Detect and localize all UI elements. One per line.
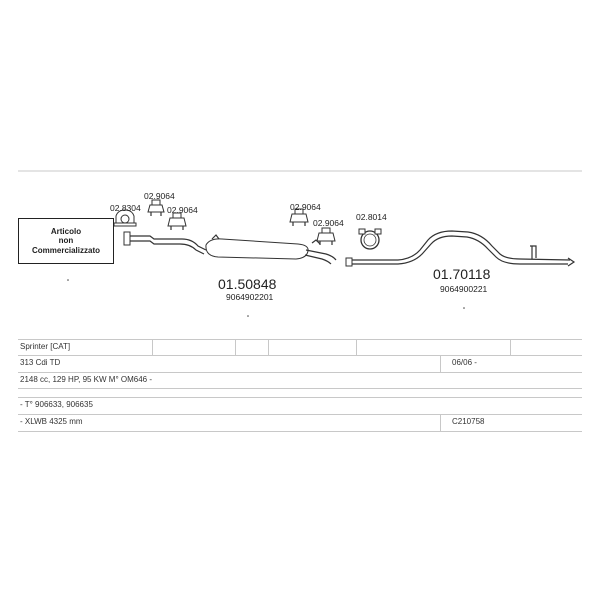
marker-dot xyxy=(247,315,249,317)
table-rule xyxy=(18,355,582,356)
vehicle-model: Sprinter [CAT] xyxy=(20,342,71,351)
table-rule xyxy=(18,372,582,373)
table-col-divider xyxy=(440,355,441,372)
rear-pipe-assembly[interactable] xyxy=(346,231,574,266)
vehicle-type-approval: - T° 906633, 906635 xyxy=(20,400,93,409)
front-inlet-pipe xyxy=(130,236,206,250)
vehicle-engine: 2148 cc, 129 HP, 95 KW M° OM646 - xyxy=(20,375,152,384)
front-outlet-pipe-lower xyxy=(305,255,331,264)
table-rule xyxy=(18,397,582,398)
notice-line-2: non xyxy=(58,236,74,246)
part-label-hanger-c: 02.9064 xyxy=(290,202,321,212)
table-col-divider xyxy=(440,414,441,431)
table-rule xyxy=(18,431,582,432)
front-hanger-pin-left xyxy=(212,235,219,239)
table-rule xyxy=(18,339,582,340)
rubber-hanger-icon[interactable] xyxy=(148,200,164,216)
vehicle-code: C210758 xyxy=(452,417,485,426)
rear-outlet-tip xyxy=(568,258,574,266)
clamp-icon[interactable] xyxy=(359,229,381,249)
table-col-divider xyxy=(510,339,511,355)
not-marketed-notice xyxy=(18,218,114,264)
front-oem-number: 9064902201 xyxy=(226,292,274,302)
rear-part-number: 01.70118 xyxy=(433,266,491,282)
part-label-clamp-a: 02.8304 xyxy=(110,203,141,213)
rear-hanger-bracket xyxy=(530,246,536,258)
marker-dot xyxy=(463,307,465,309)
table-col-divider xyxy=(268,339,269,355)
part-label-hanger-a: 02.9064 xyxy=(144,191,175,201)
rear-oem-number: 9064900221 xyxy=(440,284,488,294)
table-col-divider xyxy=(235,339,236,355)
part-label-clamp-b: 02.8014 xyxy=(356,212,387,222)
table-rule xyxy=(18,414,582,415)
notice-line-1: Articolo xyxy=(50,226,82,236)
part-label-hanger-d: 02.9064 xyxy=(313,218,344,228)
table-rule xyxy=(18,388,582,389)
notice-line-3: Commercializzato xyxy=(31,245,101,255)
rear-inlet-sleeve xyxy=(346,258,352,266)
vehicle-wheelbase: - XLWB 4325 mm xyxy=(20,417,83,426)
front-inlet-pipe-lower xyxy=(130,241,204,254)
front-flange xyxy=(124,232,130,245)
rear-tailpipe-upper xyxy=(348,231,570,260)
table-col-divider xyxy=(152,339,153,355)
front-muffler xyxy=(206,239,308,259)
vehicle-variant: 313 Cdi TD xyxy=(20,358,61,367)
table-col-divider xyxy=(356,339,357,355)
vehicle-date: 06/06 - xyxy=(452,358,477,367)
front-part-number: 01.50848 xyxy=(218,276,277,292)
rubber-hanger-icon[interactable] xyxy=(317,228,335,245)
front-pipe-assembly[interactable] xyxy=(124,232,336,264)
rubber-hanger-icon[interactable] xyxy=(168,213,186,230)
marker-dot xyxy=(67,279,69,281)
part-label-hanger-b: 02.9064 xyxy=(167,205,198,215)
